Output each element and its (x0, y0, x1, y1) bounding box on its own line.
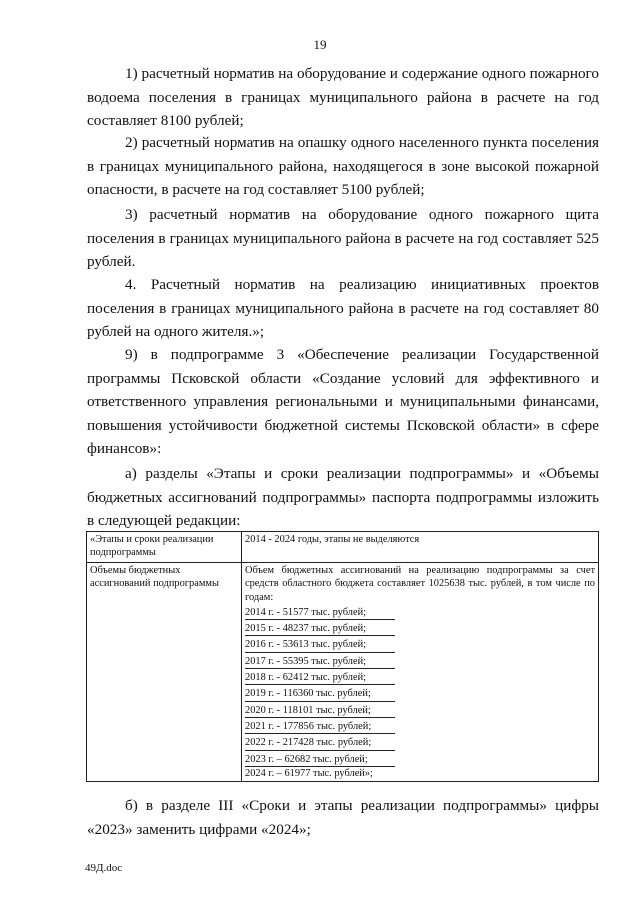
paragraph-plowing-norm: 2) расчетный норматив на опашку одного населенного пункта поселения в границах муниципального района, находящегося в зоне высокой пожарной опасности, в расчете на год составляет 5100 рублей; (87, 134, 599, 198)
year-amount: 2022 г. - 217428 тыс. рублей; (245, 736, 395, 750)
paragraph-subprogram-3: 9) в подпрограмме 3 «Обеспечение реализации Государственной программы Псковской области «Создание условий для эффективного и ответственного управления региональными и муниципальными финансами, повышения устойчивости бюджетной системы Псковской области» в сфере финансов»: (87, 346, 599, 457)
paragraph-fire-reservoir-norm: 1) расчетный норматив на оборудование и содержание одного пожарного водоема поселения в границах муниципального района в расчете на год составляет 8100 рублей; (87, 65, 599, 129)
year-amount: 2024 г. – 61977 тыс. рублей»; (245, 767, 373, 779)
paragraph-fire-shield-norm: 3) расчетный норматив на оборудование одного пожарного щита поселения в границах муниципального района в расчете на год составляет 525 рублей. (87, 206, 599, 270)
stages-label-cell: «Этапы и сроки реализации подпрограммы (87, 532, 242, 563)
passport-table (86, 531, 599, 782)
year-amount: 2019 г. - 116360 тыс. рублей; (245, 687, 395, 701)
paragraph-initiative-projects-norm: 4. Расчетный норматив на реализацию инициативных проектов поселения в границах муниципального района в расчете на год составляет 80 рублей на одного жителя.»; (87, 276, 599, 340)
page-number: 19 (313, 37, 327, 52)
table-row (87, 532, 599, 563)
stages-value-cell: 2014 - 2024 годы, этапы не выделяются (242, 532, 599, 563)
table-row (87, 563, 599, 782)
budget-value-cell (242, 563, 599, 782)
budget-label-cell: Объемы бюджетных ассигнований подпрограммы (87, 563, 242, 782)
year-amount: 2020 г. - 118101 тыс. рублей; (245, 704, 395, 718)
year-amount: 2015 г. - 48237 тыс. рублей; (245, 622, 395, 636)
year-amount: 2018 г. - 62412 тыс. рублей; (245, 671, 395, 685)
file-name-footer: 49Д.doc (85, 862, 123, 874)
year-amount: 2021 г. - 177856 тыс. рублей; (245, 720, 395, 734)
year-amount: 2017 г. - 55395 тыс. рублей; (245, 655, 395, 669)
budget-intro: Объем бюджетных ассигнований на реализацию подпрограммы за счет средств областного бюджета составляет 1025638 тыс. рублей, в том числе по годам: (245, 565, 595, 603)
paragraph-section-iii-amendment: б) в разделе III «Сроки и этапы реализации подпрограммы» цифры «2023» заменить цифрами «2024»; (87, 797, 599, 838)
year-amount: 2014 г. - 51577 тыс. рублей; (245, 606, 395, 620)
year-amount: 2023 г. – 62682 тыс. рублей; (245, 753, 395, 767)
year-amount: 2016 г. - 53613 тыс. рублей; (245, 638, 395, 652)
paragraph-sections-amendment: а) разделы «Этапы и сроки реализации подпрограммы» и «Объемы бюджетных ассигнований подпрограммы» паспорта подпрограммы изложить в следующей редакции: (87, 465, 599, 529)
